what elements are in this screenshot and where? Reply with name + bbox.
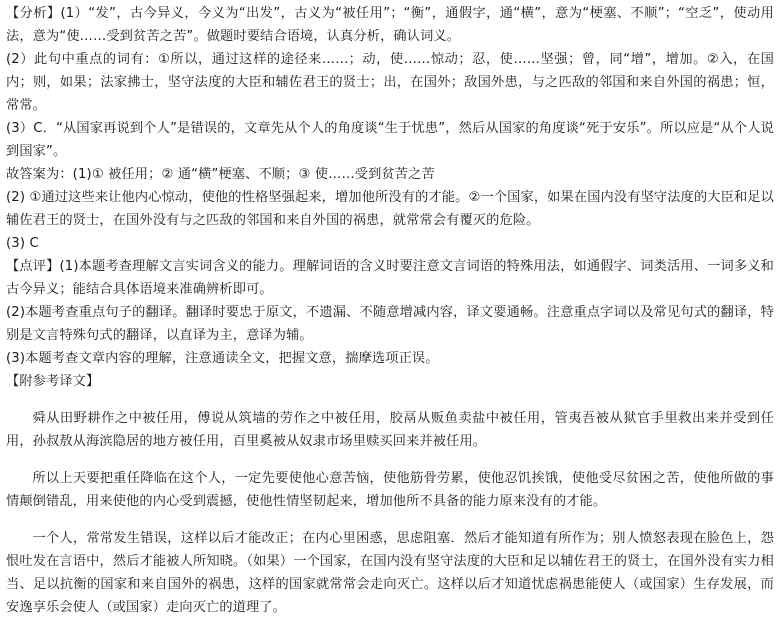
spacer [6,513,774,527]
spacer [6,393,774,407]
answer-line-3: (3) C [6,236,39,251]
answer-line-2: (2) ①通过这些来让他内心惊动，使他的性格坚强起来，增加他所没有的才能。②一个国家，如果在国内没有坚守法度的大臣和足以辅佐君王的贤士，在国外没有与之匹敌的邻国和来自外国的祸患，就常常会有覆灭的危险。 [6,190,774,228]
analysis-paragraph-1: 【分析】(1）“发”，古今异义，今义为“出发”，古义为“被任用”；“衡”，通假字，通“横”，意为“梗塞、不顺”；“空乏”，使动用法，意为“使……受到贫苦之苦”。做题时要结合语境，认真分析，确认词义。 [6,6,774,44]
analysis-paragraph-3: (3）C．“从国家再说到个人”是错误的，文章先从个人的角度谈“生于忧患”，然后从国家的角度谈“死于安乐”。所以应是“从个人说到国家”。 [6,121,774,159]
answer-line-1: 故答案为：(1)① 被任用；② 通“横”梗塞、不顺；③ 使……受到贫苦之苦 [6,167,435,182]
translation-paragraph-3: 一个人，常常发生错误，这样以后才能改正；在内心里困惑，思虑阻塞．然后才能知道有所作为；别人愤怒表现在脸色上，怨恨吐发在言语中，然后才能被人所知晓。（如果）一个国家，在国内没有坚守法度的大臣和足以辅佐君王的贤士，在国外没有实力相当、足以抗衡的国家和来自国外的祸患，这样的国家就常常会走向灭亡。这样以后才知道忧虑祸患能使人（或国家）生存发展，而安逸享乐会使人（或国家）走向灭亡的道理了。 [6,531,774,615]
comment-paragraph-1: 【点评】(1)本题考查理解文言实词含义的能力。理解词语的含义时要注意文言词语的特殊用法，如通假字、词类活用、一词多义和古今异义；能结合具体语境来准确辨析即可。 [6,259,774,297]
spacer [6,453,774,467]
translation-heading: 【附参考译文】 [6,374,100,389]
translation-paragraph-1: 舜从田野耕作之中被任用，傅说从筑墙的劳作之中被任用，胶鬲从贩鱼卖盐中被任用，管夷吾被从狱官手里救出来并受到任用，孙叔敖从海滨隐居的地方被任用，百里奚被从奴隶市场里赎买回来并被任用。 [6,411,774,449]
translation-paragraph-2: 所以上天要把重任降临在这个人，一定先要使他心意苦恼，使他筋骨劳累，使他忍饥挨饿，使他受尽贫困之苦，使他所做的事情颠倒错乱，用来使他的内心受到震撼，使他性情坚韧起来，增加他所不具备的能力原来没有的才能。 [6,471,774,509]
comment-paragraph-3: (3)本题考查文章内容的理解，注意通读全文，把握文意，揣摩选项正误。 [6,351,439,366]
analysis-paragraph-2: (2）此句中重点的词有：①所以，通过这样的途径来……；动，使……惊动；忍，使……坚强；曾，同“增”，增加。②入，在国内；则，如果；法家拂士，坚守法度的大臣和辅佐君王的贤士；出，在国外；敌国外患，与之匹敌的邻国和来自外国的祸患；恒，常常。 [6,52,774,113]
comment-paragraph-2: (2)本题考查重点句子的翻译。翻译时要忠于原文，不遗漏、不随意增减内容，译文要通畅。注意重点字词以及常见句式的翻译，特别是文言特殊句式的翻译，以直译为主，意译为辅。 [6,305,774,343]
